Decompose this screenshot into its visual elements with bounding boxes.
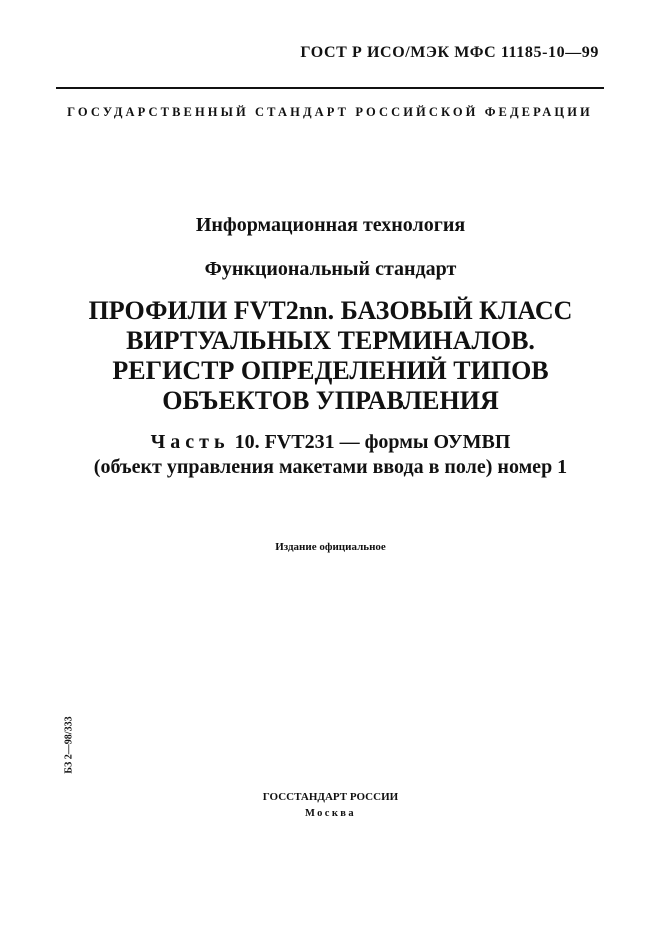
standard-type-heading: Функциональный стандарт bbox=[204, 258, 457, 280]
publisher-name: ГОССТАНДАРТ РОССИИ bbox=[262, 791, 399, 803]
subject-heading: Информационная технология bbox=[195, 214, 466, 236]
publisher-city: Москва bbox=[304, 808, 357, 819]
side-code bbox=[54, 700, 84, 790]
title-line-1: ПРОФИЛИ FVT2nn. БАЗОВЫЙ КЛАСС bbox=[88, 296, 573, 325]
standard-number: ГОСТ Р ИСО/МЭК МФС 11185-10—99 bbox=[300, 44, 599, 61]
document-title bbox=[0, 296, 661, 416]
part-line-1 bbox=[0, 430, 661, 455]
organization-title: ГОСУДАРСТВЕННЫЙ СТАНДАРТ РОССИЙСКОЙ ФЕДЕРАЦИИ bbox=[67, 105, 593, 119]
header-divider bbox=[56, 87, 604, 89]
edition-label: Издание официальное bbox=[275, 541, 386, 553]
part-line-2: (объект управления макетами ввода в поле) номер 1 bbox=[93, 456, 568, 478]
title-line-3: РЕГИСТР ОПРЕДЕЛЕНИЙ ТИПОВ bbox=[112, 356, 549, 385]
side-code-text: БЗ 2—98/333 bbox=[63, 716, 75, 774]
part-number-title: 10. FVT231 — формы ОУМВП bbox=[229, 431, 511, 453]
part-heading bbox=[0, 430, 661, 480]
title-line-2: ВИРТУАЛЬНЫХ ТЕРМИНАЛОВ. bbox=[126, 326, 535, 355]
part-word: Часть bbox=[150, 431, 230, 453]
title-line-4: ОБЪЕКТОВ УПРАВЛЕНИЯ bbox=[162, 386, 499, 415]
